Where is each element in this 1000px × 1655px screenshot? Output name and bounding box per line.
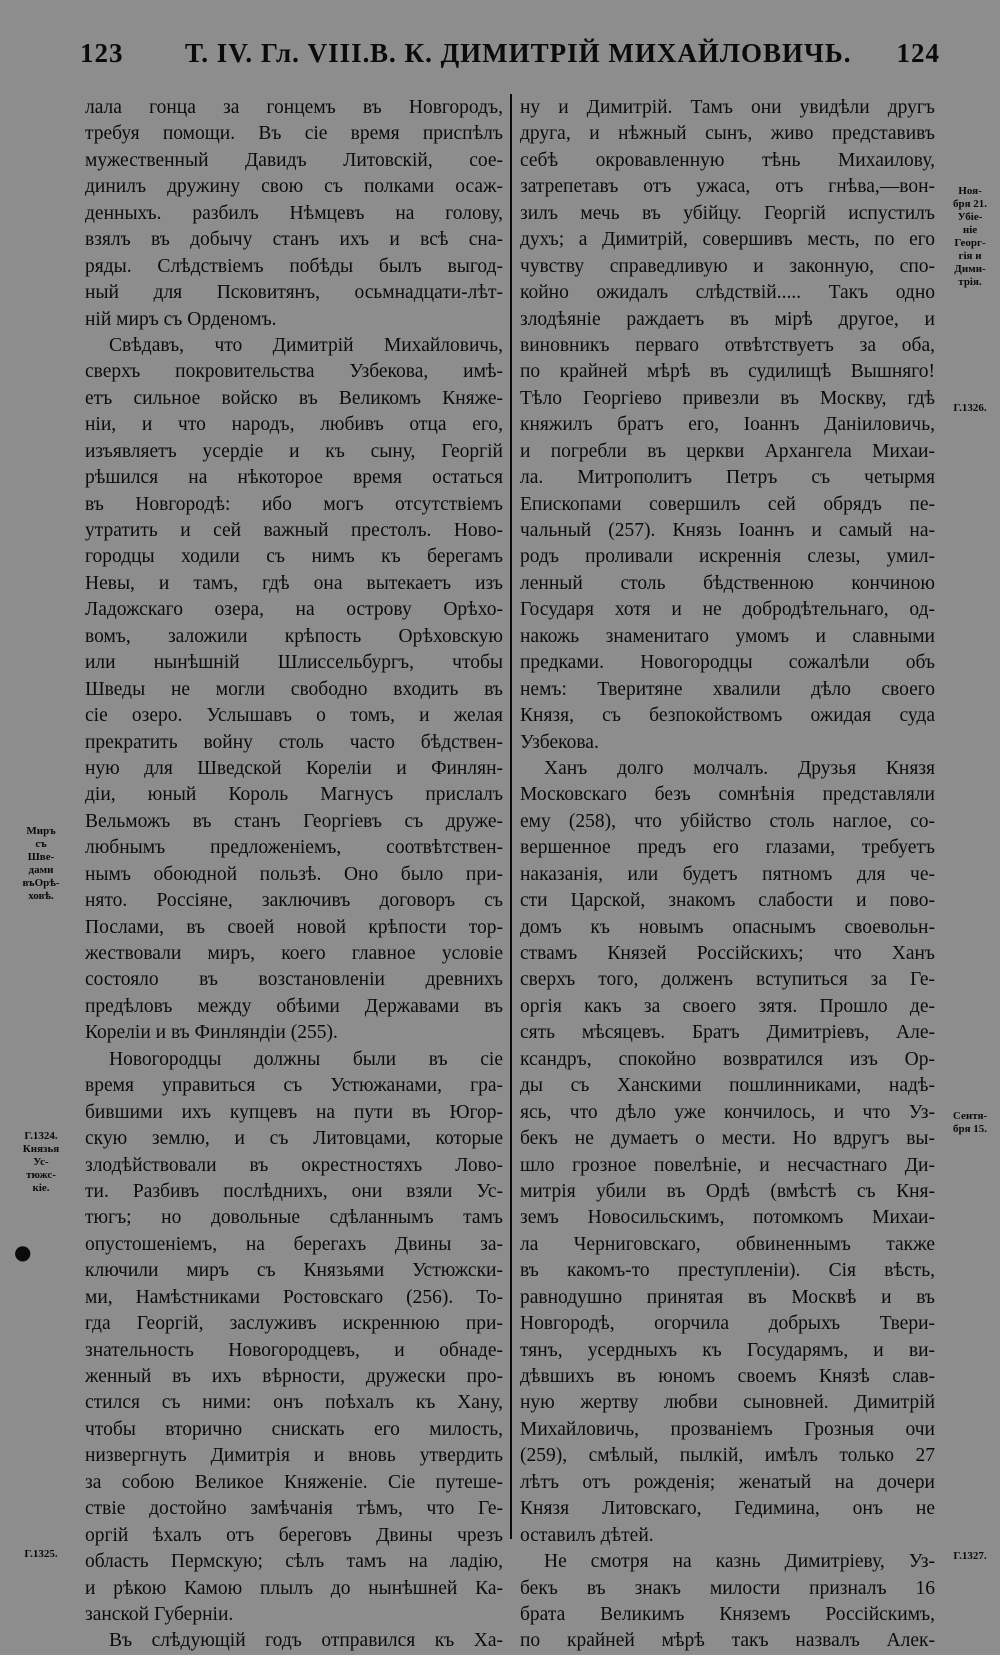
margin-note-line: бря 21. — [952, 198, 988, 210]
margin-note-line: Сентя- — [952, 1110, 988, 1122]
text-line: виновникъ перваго отвѣтствуетъ за оба, — [520, 334, 935, 356]
text-line: злодѣяніе раждаетъ въ мірѣ другое, и — [520, 308, 935, 330]
text-line: затрепетавъ отъ ужаса, отъ гнѣва,—вон- — [520, 176, 935, 198]
margin-note-year-1326 — [942, 402, 998, 415]
text-line: Михайловичь, прозваніемъ Грозныя очи — [520, 1418, 935, 1440]
text-line: состояло въ возстановленіи древнихъ — [85, 969, 503, 991]
text-line: Тѣло Георгіево привезли въ Москву, гдѣ — [520, 387, 935, 409]
text-line: за собою Великое Княженіе. Сіе путеше- — [85, 1471, 503, 1493]
text-line: родъ проливали искреннія слезы, умил- — [520, 546, 935, 568]
text-line: Московскаго безъ сомнѣнія представляли — [520, 784, 935, 806]
text-line: въ какомъ-то преступленіи). Сія вѣсть, — [520, 1260, 935, 1282]
text-line: взялъ въ добычу станъ ихъ и всѣ сна- — [85, 229, 503, 251]
margin-note-line: Г.1327. — [953, 1550, 987, 1562]
volume-chapter: Т. IV. Гл. VIII. — [185, 38, 371, 68]
page-number-left: 123 — [80, 38, 124, 68]
text-line: Послами, въ своей новой крѣпости тор- — [85, 916, 503, 938]
text-line: ленный столь бѣдственною кончиною — [520, 572, 935, 594]
margin-note-line: въОрѣ- — [22, 877, 60, 889]
text-line: городцы ходили съ нимъ къ берегамъ — [85, 546, 503, 568]
text-line: сверхъ того, долженъ вступиться за Ге- — [520, 969, 935, 991]
margin-note-line: гія и — [958, 250, 982, 262]
margin-note-september — [942, 1110, 998, 1136]
text-line: ну и Димитрій. Тамъ они увидѣли другъ — [520, 97, 935, 118]
text-line: Кореліи и въ Финляндіи (255). — [85, 1022, 338, 1044]
page-number-right: 124 — [896, 38, 940, 68]
text-line: требуя помощи. Въ сіе время приспѣлъ — [85, 123, 503, 145]
margin-note-murder — [942, 185, 998, 289]
text-line: чальный (257). Князь Іоаннъ и самый на- — [520, 520, 935, 541]
text-line: сіе озеро. Услышавъ о томъ, и желая — [85, 705, 503, 727]
text-line: духъ; а Димитрій, совершивъ месть, по его — [520, 229, 935, 251]
text-line: койно ожидалъ слѣдствій..... Такъ одно — [520, 282, 935, 304]
text-line: вершенное предъ его глазами, требуетъ — [520, 837, 935, 859]
text-line: ній миръ съ Орденомъ. — [85, 308, 277, 330]
text-line: сять мѣсяцевъ. Братъ Димитріевъ, Але- — [520, 1022, 935, 1044]
text-line: ную жертву любви сыновней. Димитрій — [520, 1392, 935, 1414]
text-line: мужественный Давидъ Литовскій, сое- — [85, 149, 503, 171]
text-line: Узбекова. — [520, 731, 599, 753]
text-line: ствамъ Князей Россійскихъ; что Ханъ — [520, 943, 935, 964]
text-line: бившими ихъ купцевъ на пути въ Югор- — [85, 1101, 503, 1123]
text-line: по крайней мѣрѣ въ судилищѣ Вышняго! — [520, 361, 935, 383]
margin-note-line: Ус- — [33, 1156, 49, 1168]
margin-note-line: ховѣ. — [28, 890, 54, 902]
text-line: время управиться съ Устюжанами, гра- — [85, 1075, 503, 1097]
text-line: гда Георгій, заслуживъ искреннюю при- — [85, 1313, 503, 1335]
text-line: жествовали миръ, коего главное условіе — [85, 943, 503, 964]
running-title: В. К. ДИМИТРІЙ МИХАЙЛОВИЧЬ. — [370, 38, 852, 68]
text-line: княжилъ братъ его, Іоаннъ Даніиловичь, — [520, 414, 935, 436]
margin-note-line: Шве- — [27, 851, 55, 863]
text-line: Епископами совершилъ сей обрядъ пе- — [520, 493, 935, 515]
text-line: немъ: Тверитяне хвалили дѣло своего — [520, 678, 935, 700]
margin-note-line: Князья — [22, 1143, 60, 1155]
text-line: въ Новгородѣ: ибо могъ отсутствіемъ — [85, 493, 503, 515]
text-line: ствіе достойно замѣчанія тѣмъ, что Ге- — [85, 1498, 503, 1520]
text-line: (259), смѣлый, пылкій, имѣлъ только 27 — [520, 1445, 935, 1467]
text-line: ды съ Ханскими пошлинниками, надѣ- — [520, 1075, 935, 1097]
text-line: митрія убили въ Ордѣ (вмѣстѣ съ Кня- — [520, 1180, 935, 1202]
text-line: дѣвшихъ въ юномъ своемъ Князѣ слав- — [520, 1366, 935, 1387]
text-line: занской Губерніи. — [85, 1603, 234, 1625]
text-line: Князя Литовскаго, Гедимина, онъ не — [520, 1498, 935, 1520]
text-line: равнодушно принятая въ Москвѣ и въ — [520, 1286, 935, 1308]
margin-note-year-1327 — [942, 1550, 998, 1563]
text-line: ла. Митрополитъ Петръ съ четырмя — [520, 467, 935, 489]
right-text-column — [520, 95, 935, 1655]
text-line: діи, юный Король Магнусъ прислалъ — [85, 784, 503, 806]
text-line: себѣ окровавленную тѣнь Михаилову, — [520, 149, 935, 171]
text-line: лала гонца за гонцемъ въ Новгородъ, — [85, 97, 503, 118]
text-line: Князя, съ безпокойствомъ ожидая суда — [520, 705, 935, 727]
text-line: чувству справедливую и законную, спо- — [520, 255, 935, 277]
text-line: оргій ѣхалъ отъ береговъ Двины чрезъ — [85, 1524, 503, 1546]
margin-note-line: трія. — [958, 276, 982, 288]
text-line: брата Великимъ Княземъ Россійскимъ, — [520, 1603, 935, 1625]
text-line: ксандръ, спокойно возвратился изъ Ор- — [520, 1048, 935, 1070]
text-line: и погребли въ церкви Архангела Михаи- — [520, 440, 935, 462]
text-line: Государя хотя и не добродѣтельнаго, од- — [520, 599, 935, 621]
text-line: Ладожскаго озера, на острову Орѣхо- — [85, 599, 503, 621]
text-line: нымъ обоюдной пользѣ. Оно было при- — [85, 863, 503, 885]
text-line: утратить и сей важный престолъ. Ново- — [85, 520, 503, 541]
margin-note-line: съ — [35, 838, 47, 850]
text-line: низвергнуть Димитрія и вновь утвердить — [85, 1445, 503, 1467]
text-line: Новогородцы должны были въ сіе — [109, 1048, 503, 1070]
text-line: по крайней мѣрѣ такъ назвалъ Алек- — [520, 1630, 935, 1652]
text-line: сверхъ покровительства Узбекова, имѣ- — [85, 361, 503, 383]
text-line: чтобы вторично снискать его милость, — [85, 1418, 503, 1440]
margin-note-line: кіе. — [32, 1182, 50, 1194]
text-line: Ханъ долго молчалъ. Друзья Князя — [544, 757, 935, 779]
text-line: денныхъ. разбилъ Нѣмцевъ на голову, — [85, 202, 503, 224]
margin-note-line: тюжс- — [26, 1169, 56, 1181]
text-line: ему (258), что убійство столь наглое, со- — [520, 810, 935, 832]
margin-note-line: Убіе- — [957, 211, 983, 223]
text-line: знательность Новогородцевъ, и обнаде- — [85, 1339, 503, 1361]
text-line: предѣловъ между обѣими Державами въ — [85, 995, 503, 1017]
text-line: предками. Новогородцы сожалѣли объ — [520, 652, 935, 674]
page-header — [60, 38, 940, 78]
text-line: Невы, и тамъ, гдѣ она вытекаетъ изъ — [85, 572, 503, 594]
text-line: и рѣкою Камою плылъ до нынѣшней Ка- — [85, 1577, 503, 1599]
text-line: Вельможъ въ станъ Георгіевъ съ друже- — [85, 810, 503, 832]
text-line: скую землю, и съ Литовцами, которые — [85, 1128, 503, 1150]
text-line: бекъ въ знакъ милости призналъ 16 — [520, 1577, 935, 1599]
text-line: динилъ дружину свою съ полками осаж- — [85, 176, 503, 198]
text-line: ми, Намѣстниками Ростовскаго (256). То- — [85, 1286, 503, 1308]
text-line: Въ слѣдующій годъ отправился къ Ха- — [109, 1630, 503, 1652]
text-line: земъ Новосильскимъ, потомкомъ Михаи- — [520, 1207, 935, 1229]
text-line: ную для Шведской Кореліи и Финлян- — [85, 757, 503, 779]
text-line: ти. Разбивъ послѣднихъ, они взяли Ус- — [85, 1180, 503, 1202]
column-divider — [510, 94, 512, 1539]
text-line: тянъ, усердныхъ къ Государямъ, и ви- — [520, 1339, 935, 1361]
text-line: злодѣйствовали въ окрестностяхъ Лово- — [85, 1154, 503, 1176]
margin-note-year-1324 — [14, 1130, 68, 1195]
text-line: женный въ ихъ вѣрности, дружески про- — [85, 1366, 503, 1387]
text-line: Не смотря на казнь Димитріеву, Уз- — [544, 1551, 935, 1573]
text-line: опустошеніемъ, на берегахъ Двины за- — [85, 1233, 503, 1255]
margin-note-line: Георг- — [954, 237, 986, 249]
text-line: ключили миръ съ Князьями Устюжски- — [85, 1260, 503, 1282]
text-line: Шведы не могли свободно входить въ — [85, 678, 503, 700]
margin-note-line: бря 15. — [952, 1123, 988, 1135]
text-line: ный для Псковитянъ, осьмнадцати-лѣт- — [85, 282, 503, 304]
text-line: тюгъ; но довольные сдѣланнымъ тамъ — [85, 1207, 503, 1229]
margin-note-line: дами — [28, 864, 54, 876]
text-line: оргія какъ за своего зятя. Прошло де- — [520, 995, 935, 1017]
margin-note-year-1325 — [14, 1548, 68, 1561]
text-line: изъявляетъ усердіе и къ сыну, Георгій — [85, 440, 503, 462]
text-line: вомъ, заложили крѣпость Орѣховскую — [85, 625, 503, 647]
text-line: ла Черниговскаго, обвиненнымъ также — [520, 1233, 935, 1255]
text-line: домъ къ новымъ опаснымъ своевольн- — [520, 916, 935, 938]
text-line: етъ сильное войско въ Великомъ Княже- — [85, 387, 503, 409]
text-line: накожь знаменитаго умомъ и славными — [520, 625, 935, 647]
text-line: наказанія, или будетъ пятномъ для че- — [520, 863, 935, 885]
text-line: любнымъ предложеніемъ, соотвѣтствен- — [85, 837, 503, 859]
text-line: зилъ мечь въ убійцу. Георгій испустилъ — [520, 202, 935, 224]
margin-note-line: Ноя- — [958, 185, 982, 197]
text-line: или нынѣшній Шлиссельбургъ, чтобы — [85, 652, 503, 674]
ink-blot: ● — [14, 1240, 32, 1264]
margin-note-line: Г.1325. — [24, 1548, 58, 1560]
text-line: нято. Россіяне, заключивъ договоръ съ — [85, 890, 503, 912]
text-line: Свѣдавъ, что Димитрій Михайловичь, — [109, 334, 503, 356]
text-line: друга, и нѣжный сынъ, живо представивъ — [520, 123, 935, 145]
text-line: лѣтъ отъ рожденія; женатый на дочери — [520, 1471, 935, 1493]
margin-note-line: ніе — [962, 224, 978, 236]
text-line: ясь, что дѣло уже кончилось, и что Уз- — [520, 1101, 935, 1123]
margin-note-line: Г.1324. — [24, 1130, 58, 1142]
text-line: ніи, и что народъ, любивъ отца его, — [85, 414, 503, 436]
margin-note-line: Миръ — [26, 825, 56, 837]
text-line: стился съ ними: онъ поѣхалъ къ Хану, — [85, 1392, 503, 1414]
text-line: оставилъ дѣтей. — [520, 1524, 654, 1546]
text-line: рѣшился на нѣкоторое время остаться — [85, 467, 503, 489]
text-line: область Пермскую; сѣлъ тамъ на ладію, — [85, 1551, 503, 1573]
text-line: прекратить войну столь часто бѣдствен- — [85, 731, 503, 753]
margin-note-line: Г.1326. — [953, 402, 987, 414]
margin-note-peace-sweden — [14, 825, 68, 903]
text-line: ряды. Слѣдствіемъ побѣды былъ выгод- — [85, 255, 503, 277]
text-line: бекъ не думаетъ о мести. Но вдругъ вы- — [520, 1128, 935, 1150]
text-line: Новгородѣ, огорчила добрыхъ Твери- — [520, 1313, 935, 1335]
margin-note-line: Дими- — [954, 263, 986, 275]
text-line: сти Царской, знакомъ слабости и пово- — [520, 890, 935, 912]
left-text-column — [85, 95, 503, 1655]
text-line: шло грозное повелѣніе, и несчастнаго Ди- — [520, 1154, 935, 1176]
